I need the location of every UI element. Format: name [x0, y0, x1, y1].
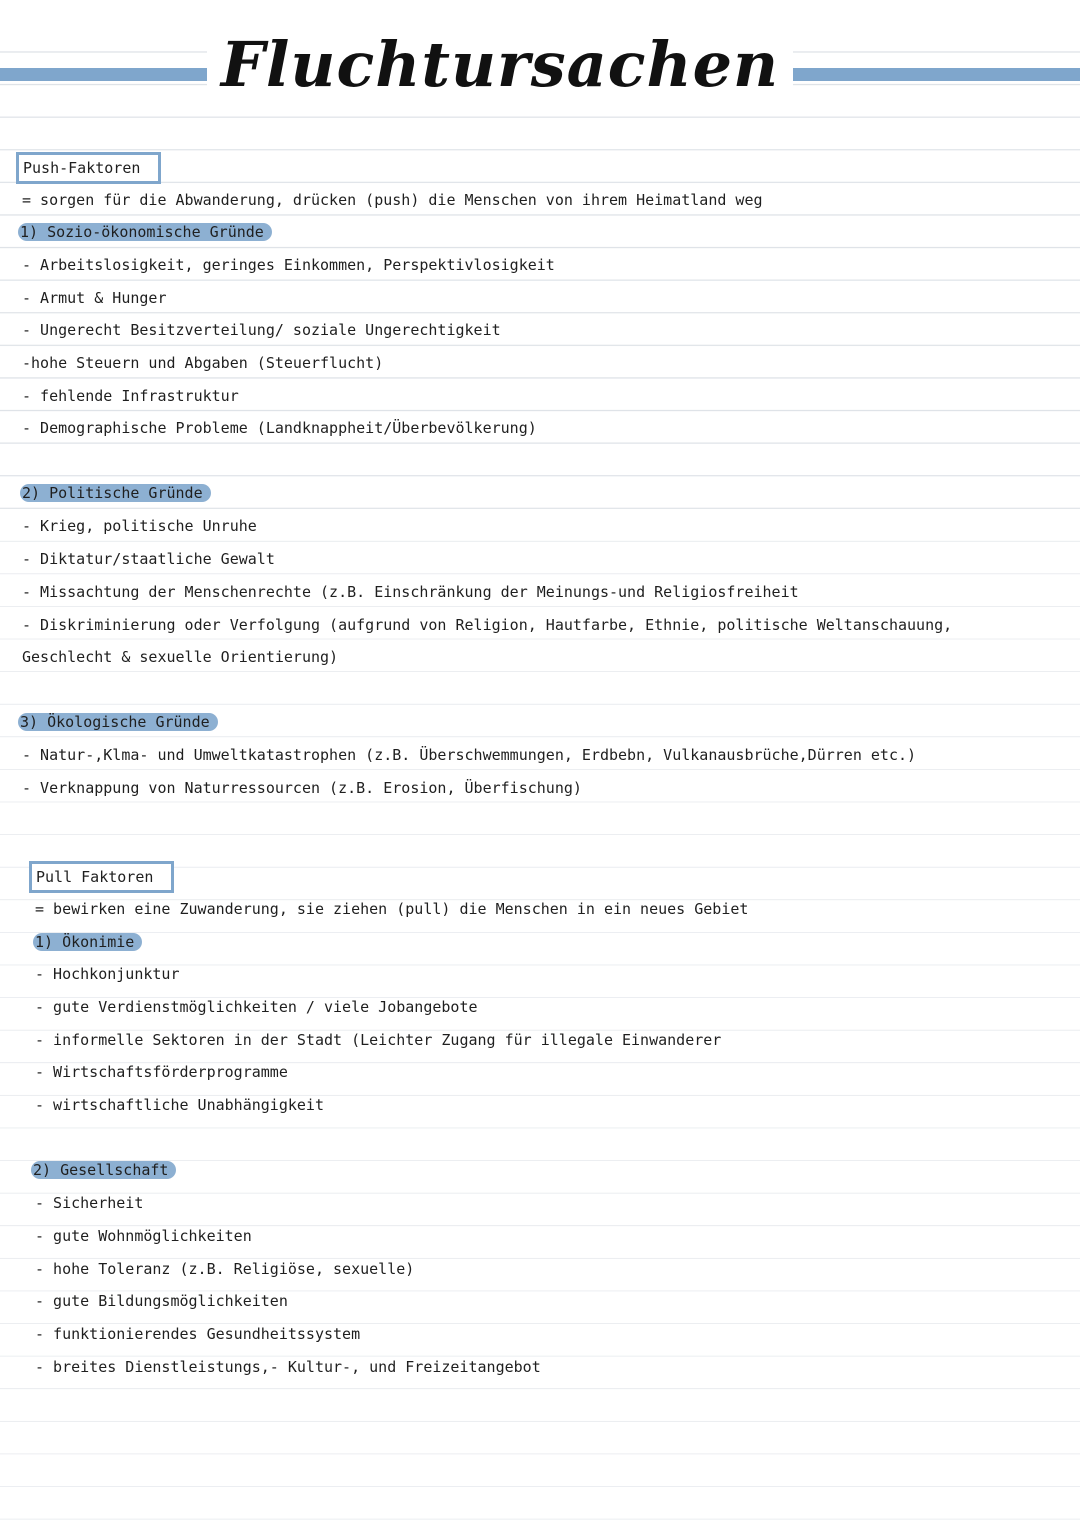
pull-s2-item: - Sicherheit: [35, 1194, 144, 1212]
pull-s1-item: - gute Verdienstmöglichkeiten / viele Jobangebote: [35, 998, 478, 1016]
push-heading-box: Push-Faktoren: [16, 152, 161, 184]
push-section-1-title: 1) Sozio-ökonomische Gründe: [18, 222, 272, 242]
push-s2-item: - Missachtung der Menschenrechte (z.B. Einschränkung der Meinungs-und Religiosfreiheit: [22, 583, 799, 601]
pull-section-1-title: 1) Ökonimie: [33, 932, 142, 952]
push-s1-item: - Armut & Hunger: [22, 289, 167, 307]
pull-s2-item: - gute Bildungsmöglichkeiten: [35, 1292, 288, 1310]
push-s2-item: - Krieg, politische Unruhe: [22, 517, 257, 535]
push-s1-item: -hohe Steuern und Abgaben (Steuerflucht): [22, 354, 384, 372]
push-s1-item: - Ungerecht Besitzverteilung/ soziale Ungerechtigkeit: [22, 321, 501, 339]
pull-s2-item: - breites Dienstleistungs,- Kultur-, und Freizeitangebot: [35, 1358, 541, 1376]
push-s3-item: - Natur-,Klma- und Umweltkatastrophen (z.B. Überschwemmungen, Erdbebn, Vulkanausbrüche,Dürren etc.): [22, 746, 917, 764]
push-s1-item: - Demographische Probleme (Landknappheit/Überbevölkerung): [22, 419, 537, 437]
pull-s2-item: - hohe Toleranz (z.B. Religiöse, sexuelle): [35, 1260, 415, 1278]
push-s3-item: - Verknappung von Naturressourcen (z.B. Erosion, Überfischung): [22, 779, 582, 797]
push-s2-item: Geschlecht & sexuelle Orientierung): [22, 648, 339, 666]
pull-heading-box: Pull Faktoren: [29, 861, 174, 893]
push-s1-item: - fehlende Infrastruktur: [22, 387, 239, 405]
pull-section-2-title: 2) Gesellschaft: [31, 1160, 176, 1180]
pull-s1-item: - informelle Sektoren in der Stadt (Leichter Zugang für illegale Einwanderer: [35, 1031, 722, 1049]
pull-s1-item: - Hochkonjunktur: [35, 965, 180, 983]
page-title: Fluchtursachen: [0, 28, 1000, 101]
pull-s2-item: - gute Wohnmöglichkeiten: [35, 1227, 252, 1245]
pull-s1-item: - Wirtschaftsförderprogramme: [35, 1063, 288, 1081]
push-s2-item: - Diskriminierung oder Verfolgung (aufgrund von Religion, Hautfarbe, Ethnie, politische Weltanschauung,: [22, 616, 953, 634]
pull-s1-item: - wirtschaftliche Unabhängigkeit: [35, 1096, 324, 1114]
push-s1-item: - Arbeitslosigkeit, geringes Einkommen, Perspektivlosigkeit: [22, 256, 555, 274]
push-definition: = sorgen für die Abwanderung, drücken (push) die Menschen von ihrem Heimatland weg: [22, 191, 763, 209]
pull-s2-item: - funktionierendes Gesundheitssystem: [35, 1325, 361, 1343]
push-s2-item: - Diktatur/staatliche Gewalt: [22, 550, 275, 568]
pull-definition: = bewirken eine Zuwanderung, sie ziehen (pull) die Menschen in ein neues Gebiet: [35, 900, 749, 918]
push-section-2-title: 2) Politische Gründe: [20, 483, 211, 503]
push-section-3-title: 3) Ökologische Gründe: [18, 712, 218, 732]
